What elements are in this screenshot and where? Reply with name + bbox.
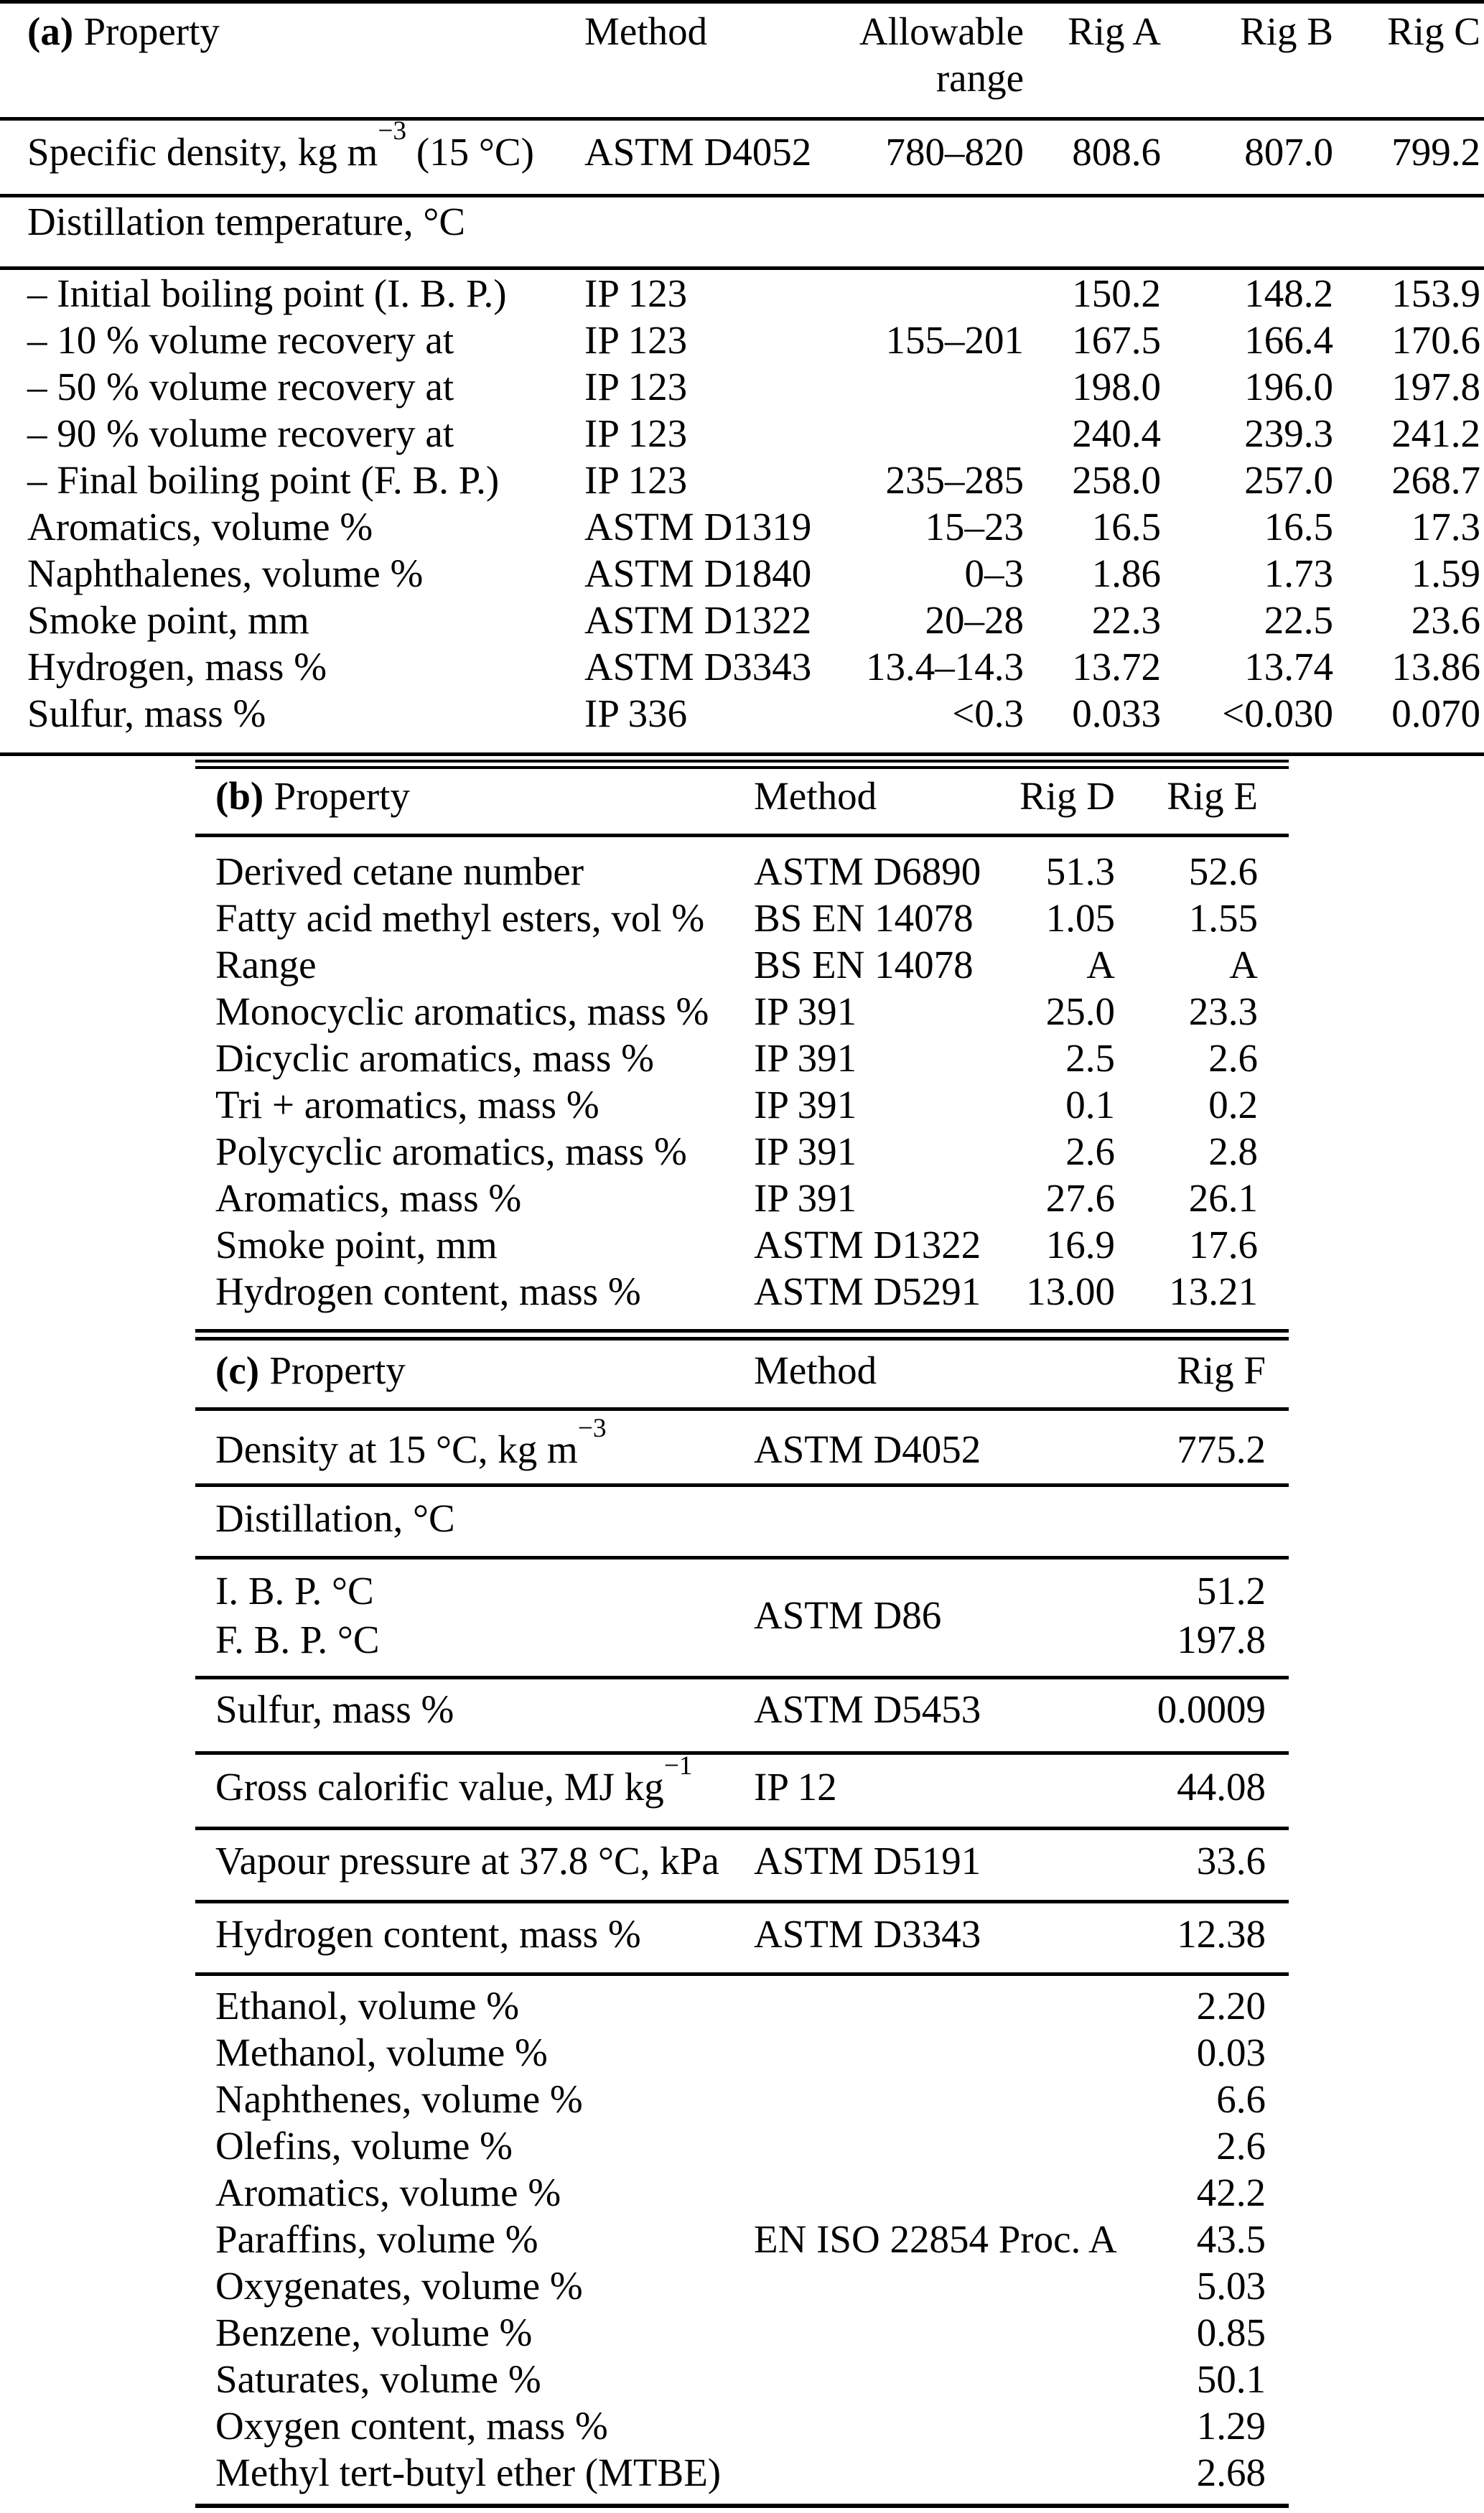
cell-method: IP 123 [584, 318, 688, 362]
cell-value: 197.8 [1391, 365, 1480, 409]
table-row [0, 2029, 1484, 2076]
cell-value: A [1229, 943, 1258, 987]
table-row [0, 2449, 1484, 2496]
cell-property: Smoke point, mm [215, 1223, 498, 1267]
column-header-rig: Rig D [1019, 774, 1115, 818]
cell-property: Vapour pressure at 37.8 °C, kPa [215, 1839, 719, 1883]
cell-value: 2.8 [1208, 1129, 1258, 1173]
cell-method: ASTM D1322 [584, 598, 812, 642]
cell-value: 51.2 [1196, 1569, 1266, 1613]
column-header-property [215, 1347, 406, 1394]
cell-value: 153.9 [1391, 271, 1480, 315]
column-header-method: Method [754, 1348, 877, 1392]
cell-value: 12.38 [1177, 1912, 1266, 1956]
cell-value: 0.2 [1208, 1083, 1258, 1127]
cell-value: 0.070 [1391, 691, 1480, 735]
cell-value: 1.86 [1091, 551, 1161, 595]
cell-property: Aromatics, mass % [215, 1176, 522, 1220]
cell-value: 50.1 [1196, 2357, 1266, 2401]
cell-property: Methanol, volume % [215, 2031, 548, 2074]
table-row [0, 2216, 1484, 2262]
cell-value: 150.2 [1072, 271, 1161, 315]
table-label: (a) [27, 9, 74, 53]
table-row [0, 1837, 1484, 1884]
horizontal-rule [195, 1676, 1289, 1679]
cell-method: IP 123 [584, 365, 688, 409]
cell-value: 2.20 [1196, 1984, 1266, 2028]
cell-value: 2.68 [1196, 2451, 1266, 2494]
cell-value: 5.03 [1196, 2264, 1266, 2308]
cell-allowable-range: 15–23 [925, 505, 1024, 549]
table-label: (b) [215, 774, 264, 818]
cell-method: IP 391 [754, 1036, 857, 1080]
horizontal-rule [195, 1751, 1289, 1755]
cell-allowable-range: 155–201 [885, 318, 1024, 362]
cell-value: 23.3 [1188, 989, 1258, 1033]
cell-method: ASTM D1319 [584, 505, 812, 549]
horizontal-rule [195, 1337, 1289, 1341]
cell-value: 197.8 [1177, 1618, 1266, 1661]
table-row [0, 1982, 1484, 2029]
cell-value: 167.5 [1072, 318, 1161, 362]
superscript: −1 [663, 1750, 693, 1781]
column-header-allowable-range: Allowable range [859, 9, 1024, 100]
cell-value: 241.2 [1391, 411, 1480, 455]
table-row [0, 2402, 1484, 2449]
cell-property: Oxygenates, volume % [215, 2264, 583, 2308]
cell-value: 196.0 [1244, 365, 1333, 409]
cell-value: 44.08 [1177, 1765, 1266, 1809]
table-row [0, 1750, 1484, 1810]
column-header-rig: Rig E [1167, 774, 1258, 818]
horizontal-rule [195, 1483, 1289, 1487]
cell-property: Saturates, volume % [215, 2357, 541, 2401]
cell-allowable-range: 20–28 [925, 598, 1024, 642]
cell-value: 1.59 [1411, 551, 1480, 595]
cell-method: ASTM D5291 [754, 1269, 981, 1313]
table-row [0, 2076, 1484, 2122]
cell-value: 807.0 [1244, 130, 1333, 174]
cell-value: 13.00 [1026, 1269, 1115, 1313]
cell-property: Specific density, kg $m^{-3}$ (15 °C) [27, 116, 534, 174]
cell-allowable-range: <0.3 [952, 691, 1024, 735]
cell-value: 239.3 [1244, 411, 1333, 455]
cell-property: Hydrogen content, mass % [215, 1269, 641, 1313]
cell-property: Olefins, volume % [215, 2124, 513, 2168]
superscript: −3 [577, 1413, 607, 1443]
cell-method: ASTM D1322 [754, 1223, 981, 1267]
cell-method: ASTM D6890 [754, 849, 981, 893]
cell-property: Naphthenes, volume % [215, 2077, 583, 2121]
cell-property: Tri + aromatics, mass % [215, 1083, 599, 1127]
cell-value: 799.2 [1391, 130, 1480, 174]
cell-value: 2.6 [1216, 2124, 1266, 2168]
horizontal-rule [195, 1972, 1289, 1976]
cell-property: – Final boiling point (F. B. P.) [27, 458, 500, 502]
cell-property: Smoke point, mm [27, 598, 309, 642]
cell-allowable-range: 0–3 [964, 551, 1024, 595]
horizontal-rule [195, 1900, 1289, 1903]
cell-method: IP 123 [584, 271, 688, 315]
cell-property: – 90 % volume recovery at [27, 411, 454, 455]
cell-property: Polycyclic aromatics, mass % [215, 1129, 687, 1173]
cell-value: 22.3 [1091, 598, 1161, 642]
table-header-row [0, 1347, 1484, 1394]
table-row [0, 1686, 1484, 1733]
table-row [0, 1911, 1484, 1957]
cell-property: Gross calorific value, MJ $kg^{-1}$ [215, 1750, 693, 1809]
cell-value: 0.033 [1072, 691, 1161, 735]
cell-method: ASTM D5453 [754, 1687, 981, 1731]
column-header-rig: Rig B [1240, 9, 1333, 53]
cell-method: IP 12 [754, 1765, 837, 1809]
column-header-property-text: Property [83, 9, 220, 53]
cell-value: 0.1 [1065, 1083, 1115, 1127]
cell-value: 258.0 [1072, 458, 1161, 502]
cell-property: Naphthalenes, volume % [27, 551, 424, 595]
cell-property: Paraffins, volume % [215, 2217, 538, 2261]
cell-method: IP 391 [754, 1176, 857, 1220]
cell-allowable-range: 235–285 [885, 458, 1024, 502]
column-header-rig: Rig F [1177, 1348, 1266, 1392]
cell-value: 17.6 [1188, 1223, 1258, 1267]
column-header-method: Method [584, 9, 708, 53]
cell-value: 13.21 [1169, 1269, 1258, 1313]
cell-value: 26.1 [1188, 1176, 1258, 1220]
table-row [0, 2122, 1484, 2169]
cell-method: IP 391 [754, 989, 857, 1033]
cell-method: EN ISO 22854 Proc. A [754, 2217, 1117, 2261]
cell-value: 16.5 [1264, 505, 1333, 549]
cell-value: 25.0 [1045, 989, 1115, 1033]
cell-property: Sulfur, mass % [27, 691, 266, 735]
table-row [0, 2169, 1484, 2216]
cell-value: 808.6 [1072, 130, 1161, 174]
cell-value: 1.05 [1045, 896, 1115, 940]
cell-allowable-range: 13.4–14.3 [866, 645, 1024, 689]
cell-value: 198.0 [1072, 365, 1161, 409]
cell-allowable-range: 780–820 [885, 130, 1024, 174]
table-row [0, 1413, 1484, 1473]
horizontal-rule [195, 1556, 1289, 1559]
table-row [0, 1616, 1484, 1663]
cell-property: Range [215, 943, 317, 987]
cell-property: Oxygen content, mass % [215, 2404, 608, 2448]
horizontal-rule [195, 1407, 1289, 1411]
cell-property: Hydrogen content, mass % [215, 1912, 641, 1956]
horizontal-rule [195, 1827, 1289, 1830]
cell-value: 13.86 [1391, 645, 1480, 689]
cell-value: 170.6 [1391, 318, 1480, 362]
cell-value: 268.7 [1391, 458, 1480, 502]
cell-method: BS EN 14078 [754, 896, 974, 940]
cell-property: – 10 % volume recovery at [27, 318, 454, 362]
cell-value: 0.0009 [1157, 1687, 1266, 1731]
cell-property: Density at 15 °C, kg $m^{-3}$ [215, 1413, 607, 1471]
column-header-rig: Rig A [1068, 9, 1161, 53]
table-label: (c) [215, 1348, 260, 1392]
section-row [0, 1495, 1484, 1542]
cell-method: ASTM D4052 [754, 1427, 981, 1471]
cell-property: Dicyclic aromatics, mass % [215, 1036, 654, 1080]
cell-value: 6.6 [1216, 2077, 1266, 2121]
cell-value: 2.6 [1065, 1129, 1115, 1173]
cell-method: ASTM D4052 [584, 130, 812, 174]
table-row [0, 2309, 1484, 2356]
cell-value: 43.5 [1196, 2217, 1266, 2261]
cell-property: Benzene, volume % [215, 2311, 533, 2354]
cell-property: I. B. P. °C [215, 1569, 374, 1613]
cell-method: IP 123 [584, 411, 688, 455]
cell-method: ASTM D5191 [754, 1839, 981, 1883]
cell-method: BS EN 14078 [754, 943, 974, 987]
cell-method: ASTM D1840 [584, 551, 812, 595]
table-row [0, 2262, 1484, 2309]
section-label: Distillation temperature, °C [27, 200, 466, 243]
cell-method: ASTM D3343 [584, 645, 812, 689]
cell-property: Monocyclic aromatics, mass % [215, 989, 709, 1033]
cell-value: 22.5 [1264, 598, 1333, 642]
cell-value: 0.03 [1196, 2031, 1266, 2074]
cell-property: Fatty acid methyl esters, vol % [215, 896, 705, 940]
cell-value: 166.4 [1244, 318, 1333, 362]
cell-method: ASTM D3343 [754, 1912, 981, 1956]
cell-value: 16.5 [1091, 505, 1161, 549]
cell-property: Derived cetane number [215, 849, 584, 893]
superscript: −3 [378, 116, 407, 146]
cell-value: 13.74 [1244, 645, 1333, 689]
cell-value: 240.4 [1072, 411, 1161, 455]
cell-value: 2.5 [1065, 1036, 1115, 1080]
cell-value: 148.2 [1244, 271, 1333, 315]
cell-value: 1.29 [1196, 2404, 1266, 2448]
cell-method: IP 391 [754, 1129, 857, 1173]
cell-value: 1.73 [1264, 551, 1333, 595]
cell-value: 2.6 [1208, 1036, 1258, 1080]
cell-value: 23.6 [1411, 598, 1480, 642]
table-row [0, 1567, 1484, 1637]
cell-property: Ethanol, volume % [215, 1984, 520, 2028]
cell-value: 17.3 [1411, 505, 1480, 549]
cell-property: Aromatics, volume % [27, 505, 373, 549]
cell-value: 775.2 [1177, 1427, 1266, 1471]
cell-value: <0.030 [1222, 691, 1333, 735]
column-header-rig: Rig C [1387, 9, 1480, 53]
cell-method: IP 123 [584, 458, 688, 502]
cell-property: – 50 % volume recovery at [27, 365, 454, 409]
cell-property: Aromatics, volume % [215, 2171, 561, 2214]
cell-value: 13.72 [1072, 645, 1161, 689]
cell-value: 27.6 [1045, 1176, 1115, 1220]
cell-value: 33.6 [1196, 1839, 1266, 1883]
cell-value: 1.55 [1188, 896, 1258, 940]
cell-method: IP 391 [754, 1083, 857, 1127]
cell-value: 0.85 [1196, 2311, 1266, 2354]
horizontal-rule [195, 2504, 1289, 2508]
cell-property: F. B. P. °C [215, 1618, 380, 1661]
cell-value: A [1086, 943, 1115, 987]
cell-property: Hydrogen, mass % [27, 645, 327, 689]
column-header-property-text: Property [274, 774, 410, 818]
cell-method: ASTM D86 [754, 1593, 942, 1637]
cell-property: Sulfur, mass % [215, 1687, 454, 1731]
cell-value: 51.3 [1045, 849, 1115, 893]
cell-value: 257.0 [1244, 458, 1333, 502]
cell-property: Methyl tert-butyl ether (MTBE) [215, 2451, 722, 2494]
cell-value: 52.6 [1188, 849, 1258, 893]
column-header-property-text: Property [269, 1348, 406, 1392]
cell-property: – Initial boiling point (I. B. P.) [27, 271, 507, 315]
cell-value: 16.9 [1045, 1223, 1115, 1267]
column-header-method: Method [754, 774, 877, 818]
cell-method: IP 336 [584, 691, 688, 735]
table-row [0, 2356, 1484, 2402]
section-label: Distillation, °C [215, 1496, 455, 1540]
cell-value: 42.2 [1196, 2171, 1266, 2214]
